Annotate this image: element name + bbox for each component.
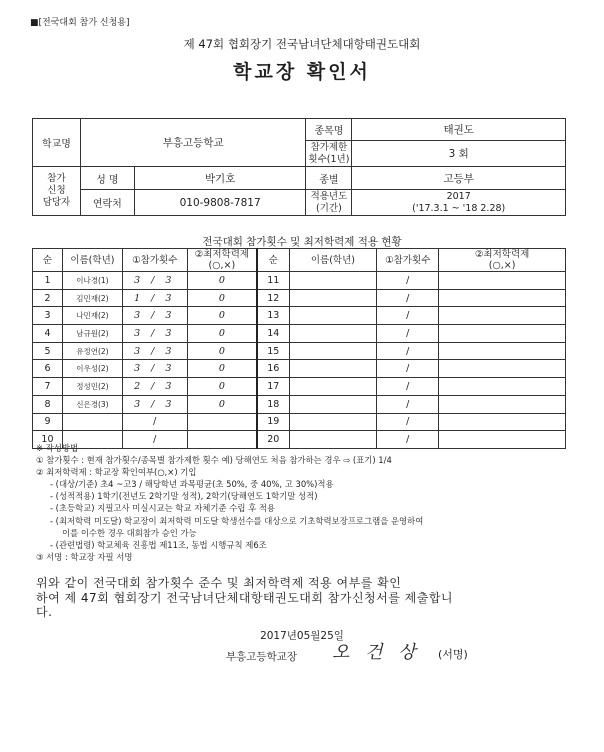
row-min	[439, 360, 566, 378]
school-value: 부흥고등학교	[80, 119, 306, 167]
row-name: 유정연(2)	[62, 342, 122, 360]
row-count: /	[377, 342, 439, 360]
contact-label: 연락처	[80, 190, 134, 216]
col-min-left: ②최저학력제 (○,×)	[187, 249, 257, 272]
confirmation-text	[36, 576, 571, 620]
row-count: /	[377, 325, 439, 343]
school-info-table	[32, 118, 566, 216]
school-label: 학교명	[33, 119, 81, 167]
row-name: 신은경(3)	[62, 395, 122, 413]
row-min: 0	[187, 272, 257, 290]
principal-signature: 오 건 상	[332, 642, 421, 663]
participation-row	[33, 360, 566, 378]
row-name: 이나경(1)	[62, 272, 122, 290]
row-name: 정성민(2)	[62, 378, 122, 396]
note-9: ③ 서명 : 학교장 자필 서명	[36, 551, 133, 562]
event-label: 종목명	[306, 119, 352, 141]
row-min	[439, 378, 566, 396]
row-min	[439, 342, 566, 360]
row-name: 나민재(2)	[62, 307, 122, 325]
row-name	[289, 360, 377, 378]
row-count: 2 / 3	[122, 378, 187, 396]
row-count: /	[377, 378, 439, 396]
row-name	[289, 395, 377, 413]
row-count: /	[122, 413, 187, 431]
row-no: 5	[33, 342, 63, 360]
document-title: 학교장 확인서	[233, 61, 371, 83]
row-no: 18	[257, 395, 289, 413]
participation-row	[33, 289, 566, 307]
participation-row	[33, 342, 566, 360]
row-min	[187, 413, 257, 431]
row-min	[439, 307, 566, 325]
name-value: 박기호	[134, 167, 306, 190]
note-6: - (최저학력 미도달) 학교장이 최저학력 미도달 학생선수를 대상으로 기초학력보장프로그램을 운영하여	[50, 515, 424, 526]
row-count: /	[377, 272, 439, 290]
row-no: 9	[33, 413, 63, 431]
event-value: 태권도	[352, 119, 566, 141]
row-no: 1	[33, 272, 63, 290]
row-min	[439, 395, 566, 413]
row-no: 13	[257, 307, 289, 325]
participation-section-title: 전국대회 참가횟수 및 최저학력제 적용 현황	[202, 236, 402, 248]
confirm-line-1: 위와 같이 전국대회 참가횟수 준수 및 최저학력제 적용 여부를 확인	[36, 576, 402, 590]
participation-row	[33, 378, 566, 396]
row-no: 6	[33, 360, 63, 378]
confirm-date: 2017년05월25일	[260, 630, 344, 642]
principal-title: 부흥고등학교장	[226, 651, 298, 663]
confirm-line-2: 하여 제 47회 협회장기 전국남녀단체대항태권도대회 참가신청서를 제출합니	[36, 590, 454, 605]
row-no: 4	[33, 325, 63, 343]
document-subtitle: 제 47회 협회장기 전국남녀단체대항태권도대회	[183, 37, 421, 51]
row-count: /	[377, 307, 439, 325]
signature-marker: (서명)	[438, 648, 468, 661]
form-tag: ■[전국대회 참가 신청용]	[30, 18, 130, 28]
col-no-left: 순	[33, 249, 63, 272]
row-count: 3 / 3	[122, 307, 187, 325]
participation-row	[33, 307, 566, 325]
row-no: 8	[33, 395, 63, 413]
row-name: 남규원(2)	[62, 325, 122, 343]
row-name: 김민재(2)	[62, 289, 122, 307]
row-no: 11	[257, 272, 289, 290]
row-no: 20	[257, 431, 289, 449]
row-count: 3 / 3	[122, 325, 187, 343]
note-4: - (성적적용) 1학기(전년도 2학기말 성적), 2학기(당해연도 1학기말 성적)	[50, 491, 318, 502]
participation-table	[32, 248, 566, 449]
note-8: - (관련법령) 학교체육 진흥법 제11조, 동법 시행규칙 제6조	[50, 539, 267, 550]
row-min: 0	[187, 342, 257, 360]
note-5: - (초등학교) 지필고사 미실시교는 학교 자체기준 수립 후 적용	[50, 503, 276, 514]
row-min: 0	[187, 378, 257, 396]
contact-value: 010-9808-7817	[134, 190, 306, 216]
limit-label: 참가제한 횟수(1년)	[306, 141, 352, 167]
row-no: 15	[257, 342, 289, 360]
row-min: 0	[187, 307, 257, 325]
row-count: /	[377, 413, 439, 431]
row-count: 3 / 3	[122, 395, 187, 413]
note-2: ② 최저학력제 : 학교장 확인여부(○,×) 기입	[36, 467, 197, 478]
instructions	[36, 442, 576, 563]
row-name	[289, 413, 377, 431]
col-name-left: 이름(학년)	[62, 249, 122, 272]
row-name	[289, 325, 377, 343]
participation-row	[33, 272, 566, 290]
row-name	[289, 272, 377, 290]
row-min	[439, 325, 566, 343]
col-name-right: 이름(학년)	[289, 249, 377, 272]
row-min: 0	[187, 395, 257, 413]
row-name	[289, 289, 377, 307]
note-1: ① 참가횟수 : 현재 참가횟수/종목별 참가제한 횟수 예) 당해연도 처음 참가하는 경우 ⇨ (표기) 1/4	[36, 455, 392, 466]
row-count: 3 / 3	[122, 342, 187, 360]
row-count: /	[377, 431, 439, 449]
row-no: 14	[257, 325, 289, 343]
row-name: 이우성(2)	[62, 360, 122, 378]
confirm-line-3: 다.	[36, 605, 53, 619]
row-name	[289, 342, 377, 360]
row-min	[439, 413, 566, 431]
row-no: 19	[257, 413, 289, 431]
col-count-left: ①참가횟수	[122, 249, 187, 272]
participation-header-row	[33, 249, 566, 272]
row-name	[62, 413, 122, 431]
row-no: 2	[33, 289, 63, 307]
row-min	[439, 289, 566, 307]
row-name	[289, 307, 377, 325]
note-3: - (대상/기준) 초4 ~고3 / 해당학년 과목평균(초 50%, 중 40%, 고 30%)적용	[50, 479, 334, 490]
category-label: 종별	[306, 167, 352, 190]
row-no: 10	[33, 431, 63, 449]
row-min: 0	[187, 360, 257, 378]
notes-heading: ※ 작성방법	[36, 443, 79, 453]
year-label: 적용년도 (기간)	[306, 190, 352, 216]
row-count: /	[122, 431, 187, 449]
row-no: 16	[257, 360, 289, 378]
participation-row	[33, 395, 566, 413]
row-min	[439, 272, 566, 290]
row-no: 3	[33, 307, 63, 325]
col-min-right: ②최저학력제 (○,×)	[439, 249, 566, 272]
col-count-right: ①참가횟수	[377, 249, 439, 272]
row-no: 12	[257, 289, 289, 307]
category-value: 고등부	[352, 167, 566, 190]
row-count: /	[377, 360, 439, 378]
note-7: 이를 이수한 경우 대회참가 승인 가능	[62, 527, 197, 538]
name-label: 성 명	[80, 167, 134, 190]
col-no-right: 순	[257, 249, 289, 272]
participation-row	[33, 413, 566, 431]
row-min: 0	[187, 325, 257, 343]
applicant-label: 참가 신청 담당자	[33, 167, 81, 216]
row-count: /	[377, 395, 439, 413]
limit-value: 3 회	[352, 141, 566, 167]
row-min: 0	[187, 289, 257, 307]
row-no: 17	[257, 378, 289, 396]
row-no: 7	[33, 378, 63, 396]
row-name	[289, 378, 377, 396]
row-count: 3 / 3	[122, 272, 187, 290]
row-count: /	[377, 289, 439, 307]
year-value: 2017 ('17.3.1 ~ '18 2.28)	[352, 190, 566, 216]
row-count: 3 / 3	[122, 360, 187, 378]
row-count: 1 / 3	[122, 289, 187, 307]
participation-row	[33, 325, 566, 343]
